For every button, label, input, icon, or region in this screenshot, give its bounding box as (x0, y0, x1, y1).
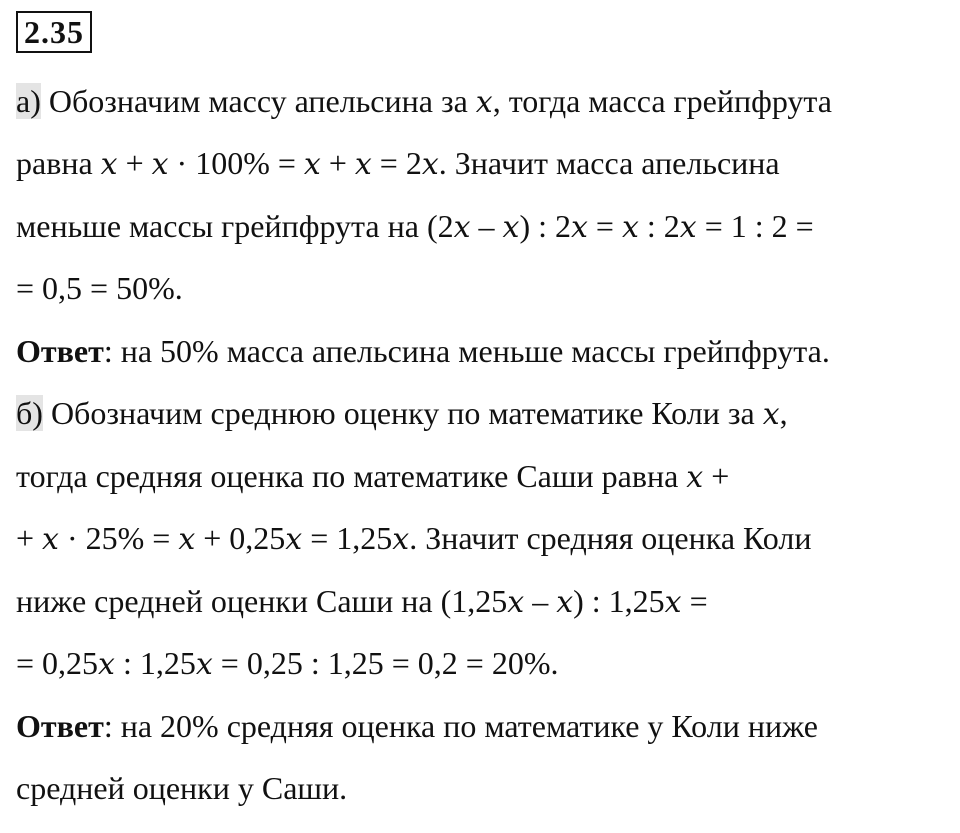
part-a-answer (16, 331, 830, 371)
part-b-marker: б) (16, 395, 43, 431)
text-segment: . Значит масса апельсина (438, 145, 780, 181)
math-variable: x (98, 647, 115, 682)
part-a-line-1-content (41, 83, 832, 119)
text-segment: Обозначим массу апельсина за (40, 83, 476, 119)
math-variable: x (42, 522, 59, 557)
text-segment: Обозначим среднюю оценку по математике Коли за (42, 395, 763, 431)
text-segment: : 1,25 (114, 645, 196, 681)
text-segment: = 2 (371, 145, 422, 181)
math-variable: x (762, 397, 780, 432)
math-variable: x (571, 210, 588, 245)
text-segment: + (320, 145, 355, 181)
math-variable: x (421, 147, 439, 182)
math-variable: x (303, 147, 321, 182)
text-segment: : 2 (638, 208, 680, 244)
text-segment: ) : 2 (519, 208, 571, 244)
text-segment: тогда средняя оценка по математике Саши равна (16, 458, 687, 494)
text-segment: · 25% = (58, 520, 179, 556)
math-variable: x (686, 460, 704, 495)
text-segment: + (703, 458, 730, 494)
part-b-line-1 (16, 393, 788, 433)
math-variable: x (195, 647, 213, 682)
text-segment: = (587, 208, 622, 244)
text-segment: , (779, 395, 788, 431)
part-b-line-2 (16, 456, 729, 496)
text-segment: равна (16, 145, 101, 181)
math-variable: x (354, 147, 372, 182)
part-a-line-1 (16, 81, 832, 121)
part-a-marker: а) (16, 83, 41, 119)
part-b-line-1-content (43, 395, 788, 431)
text-segment: · 100% = (168, 145, 304, 181)
text-segment: = 1,25 (302, 520, 393, 556)
text-segment: + (117, 145, 152, 181)
text-segment: = 0,25 : 1,25 = 0,2 = 20%. (212, 645, 559, 681)
text-segment: = (681, 583, 708, 619)
part-a-line-3 (16, 206, 814, 246)
text-segment: меньше массы грейпфрута на (2 (16, 208, 454, 244)
text-segment: ) : 1,25 (573, 583, 665, 619)
text-segment: . Значит средняя оценка Коли (409, 520, 812, 556)
part-a-line-4 (16, 268, 183, 308)
math-variable: x (556, 585, 574, 620)
part-b-answer (16, 706, 818, 746)
problem-number: 2.35 (16, 11, 92, 53)
text-segment: = 0,5 = 50%. (16, 270, 183, 306)
math-variable: x (453, 210, 471, 245)
text-segment: + (16, 520, 43, 556)
text-segment: = 0,25 (16, 645, 99, 681)
part-b-answer-line-2: средней оценки у Саши. (16, 770, 348, 806)
answer-label: Ответ (16, 333, 104, 369)
math-variable: x (621, 210, 639, 245)
text-segment: = 1 : 2 = (696, 208, 814, 244)
math-variable: x (664, 585, 682, 620)
text-segment: – (524, 583, 557, 619)
part-b-line-4 (16, 581, 708, 621)
answer-text: : на 50% масса апельсина меньше массы грейпфрута. (103, 333, 830, 369)
part-a-line-2 (16, 143, 780, 183)
answer-label: Ответ (16, 708, 104, 744)
part-b-line-5 (16, 643, 558, 683)
text-segment: ниже средней оценки Саши на (1,25 (16, 583, 508, 619)
math-variable: x (502, 210, 520, 245)
math-variable: x (151, 147, 169, 182)
text-segment: + 0,25 (195, 520, 286, 556)
math-variable: x (285, 522, 303, 557)
answer-text: : на 20% средняя оценка по математике у Коли ниже (103, 708, 818, 744)
math-variable: x (100, 147, 118, 182)
math-variable: x (679, 210, 697, 245)
part-b-line-3 (16, 518, 811, 558)
math-variable: x (392, 522, 410, 557)
math-variable: x (475, 85, 493, 120)
text-segment: , тогда масса грейпфрута (492, 83, 832, 119)
math-variable: x (178, 522, 196, 557)
math-variable: x (507, 585, 525, 620)
text-segment: – (470, 208, 503, 244)
